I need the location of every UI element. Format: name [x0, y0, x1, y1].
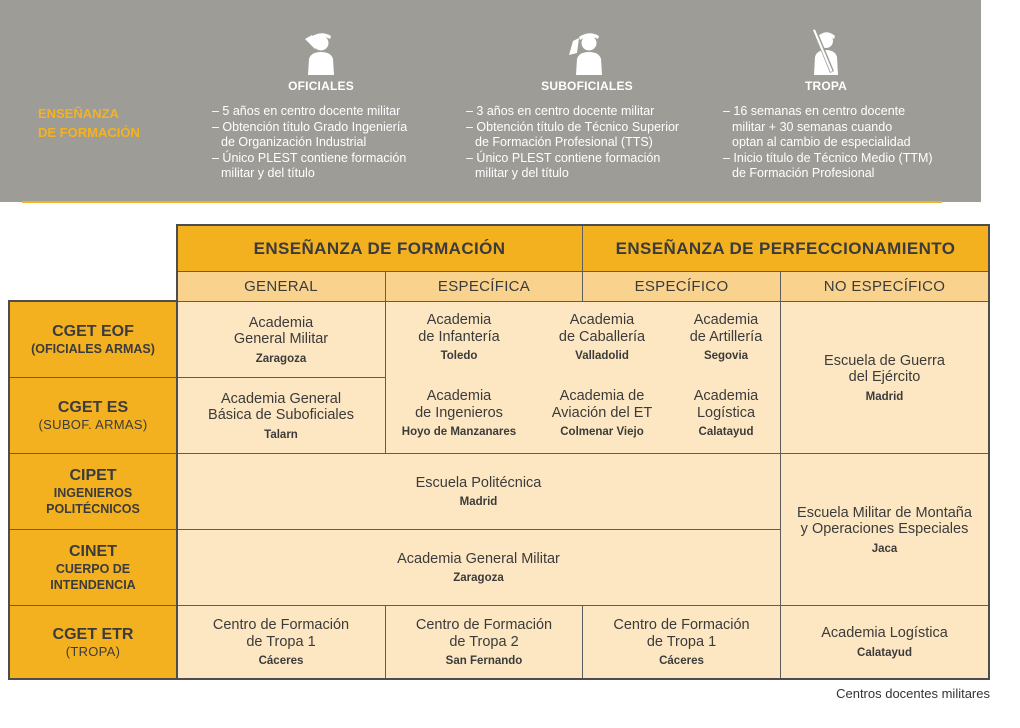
center-location: Zaragoza [255, 352, 307, 365]
subheader-especifica: ESPECÍFICA [385, 271, 583, 302]
row-header-cget-etr [9, 605, 177, 679]
row-subtitle: CUERPO DE INTENDENCIA [50, 562, 136, 592]
cell-academia-general-basica-suboficiales [176, 377, 386, 454]
cell-academia-general-militar-cinet [176, 529, 781, 606]
bullet: – Único PLEST contiene formación militar y del título [212, 150, 407, 181]
bullet: – Obtención título de Técnico Superior de Formación Profesional (TTS) [466, 119, 680, 150]
center-name: Academia General Militar [233, 314, 329, 347]
row-subtitle: (TROPA) [65, 643, 121, 659]
cell-academia-caballeria [528, 312, 676, 362]
center-location: Valladolid [575, 350, 629, 362]
center-name: Academia de Aviación del ET [551, 388, 653, 421]
row-header-cipet [9, 453, 177, 530]
row-name: CGET ETR [52, 625, 134, 643]
center-location: Segovia [703, 350, 749, 362]
header-ensenanza-formacion: ENSEÑANZA DE FORMACIÓN [176, 225, 583, 272]
row-header-cget-es [9, 377, 177, 454]
row-name: CGET EOF [52, 323, 134, 340]
cell-academia-infanteria [385, 312, 533, 362]
center-name: Centro de Formación de Tropa 2 [415, 617, 553, 650]
rank-suboficiales [512, 25, 662, 93]
soldier-rifle-icon [751, 25, 901, 75]
cell-escuela-montana [780, 453, 989, 606]
center-location: Madrid [459, 496, 498, 509]
row-name: CIPET [69, 467, 117, 484]
cell-cft1-caceres [176, 605, 386, 679]
rank-title: OFICIALES [288, 79, 354, 93]
rank-tropa [751, 25, 901, 93]
nco-saluting-icon [512, 25, 662, 75]
cell-academia-aviacion [528, 388, 676, 438]
cell-academia-general-militar [176, 301, 386, 378]
center-location: Jaca [871, 542, 898, 555]
suboficiales-bullets [466, 104, 716, 182]
center-name: Academia Logística [693, 388, 759, 421]
cell-academia-ingenieros [385, 388, 533, 438]
cell-academia-artilleria [672, 312, 780, 362]
center-name: Academia de Caballería [558, 312, 646, 345]
bullet: – Obtención título Grado Ingeniería de Organización Industrial [212, 119, 408, 150]
row-subtitle: (SUBOF. ARMAS) [38, 417, 148, 432]
bullet: – 3 años en centro docente militar [466, 104, 655, 118]
center-name: Centro de Formación de Tropa 1 [613, 617, 750, 650]
center-name: Escuela de Guerra del Ejército [824, 352, 945, 385]
bullet: – Único PLEST contiene formación militar y del título [466, 150, 661, 181]
center-name: Academia de Infantería [418, 312, 500, 345]
cell-cft2-san-fernando [385, 605, 583, 679]
center-name: Escuela Militar de Montaña y Operaciones Especiales [797, 504, 972, 537]
bullet: – 5 años en centro docente militar [212, 104, 401, 118]
center-location: Cáceres [659, 655, 704, 667]
center-name: Academia Logística [821, 625, 948, 642]
figure-caption: Centros docentes militares [836, 686, 990, 701]
tropa-bullets [723, 104, 963, 182]
cell-escuela-guerra [780, 301, 989, 454]
center-location: Colmenar Viejo [560, 426, 644, 438]
center-name: Escuela Politécnica [415, 474, 542, 491]
row-name: CGET ES [57, 399, 129, 416]
bullet: – Inicio título de Técnico Medio (TTM) de Formación Profesional [723, 150, 933, 181]
center-name: Academia de Artillería [689, 312, 763, 345]
formation-label: ENSEÑANZA DE FORMACIÓN [38, 106, 140, 140]
center-location: Toledo [440, 350, 478, 362]
subheader-especifico: ESPECÍFICO [582, 271, 781, 302]
center-location: Madrid [865, 390, 904, 403]
center-name: Academia General Militar [397, 550, 560, 567]
center-name: Centro de Formación de Tropa 1 [212, 617, 350, 650]
oficiales-bullets [212, 104, 452, 182]
cell-academia-logistica-etr [780, 605, 989, 679]
cell-escuela-politecnica [176, 453, 781, 530]
center-name: Academia General Básica de Suboficiales [208, 390, 354, 423]
officer-saluting-icon [246, 25, 396, 75]
row-name: CINET [69, 543, 117, 560]
center-location: Calatayud [698, 426, 754, 438]
row-subtitle: (OFICIALES ARMAS) [31, 342, 155, 356]
row-subtitle: INGENIEROS POLITÉCNICOS [46, 486, 140, 516]
center-location: Cáceres [258, 655, 304, 667]
rank-oficiales [246, 25, 396, 93]
center-name: Academia de Ingenieros [415, 388, 503, 421]
subheader-general: GENERAL [176, 271, 386, 302]
cell-academia-logistica [672, 388, 780, 438]
header-ensenanza-perfeccionamiento: ENSEÑANZA DE PERFECCIONAMIENTO [582, 225, 989, 272]
subheader-no-especifico: NO ESPECÍFICO [780, 271, 989, 302]
rank-title: SUBOFICIALES [541, 79, 633, 93]
cell-cft1-caceres-especifico [582, 605, 781, 679]
divider [22, 201, 942, 203]
row-header-cget-eof [9, 301, 177, 378]
center-location: Hoyo de Manzanares [401, 426, 517, 438]
center-location: San Fernando [445, 655, 523, 667]
center-location: Calatayud [857, 646, 912, 659]
row-header-cinet [9, 529, 177, 606]
center-location: Talarn [264, 428, 298, 441]
bullet: – 16 semanas en centro docente militar + 30 semanas cuando optan al cambio de especialidad [723, 104, 911, 150]
center-location: Zaragoza [453, 572, 504, 585]
rank-title: TROPA [804, 79, 848, 93]
